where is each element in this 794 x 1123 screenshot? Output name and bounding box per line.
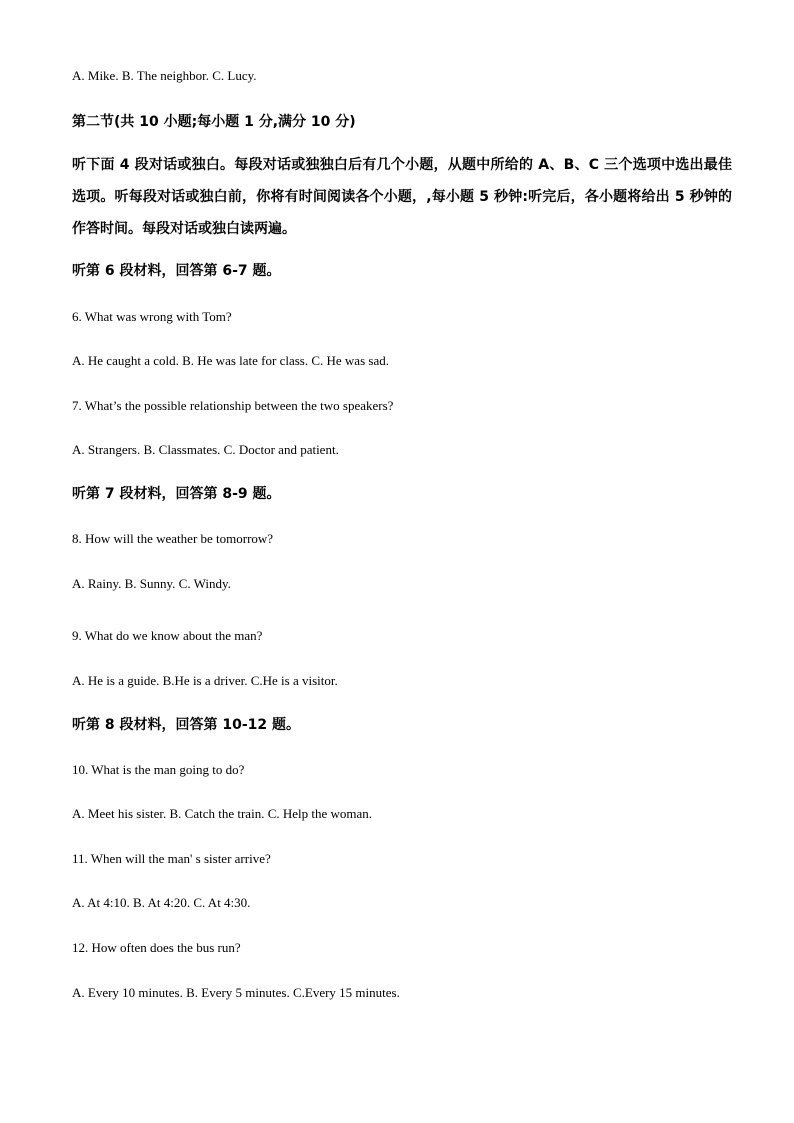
question-8: 8. How will the weather be tomorrow? <box>72 531 274 546</box>
question-10-options: A. Meet his sister. B. Catch the train. C. Help the woman. <box>72 806 373 821</box>
material-8-heading: 听第 8 段材料，回答第 10-12 题。 <box>72 717 301 733</box>
material-6-heading: 听第 6 段材料，回答第 6-7 题。 <box>72 263 281 279</box>
question-10: 10. What is the man going to do? <box>72 762 245 777</box>
question-7-options: A. Strangers. B. Classmates. C. Doctor and patient. <box>72 442 339 457</box>
question-6-options: A. He caught a cold. B. He was late for class. C. He was sad. <box>72 353 389 368</box>
question-11-options: A. At 4:10. B. At 4:20. C. At 4:30. <box>72 895 251 910</box>
question-5-options: A. Mike. B. The neighbor. C. Lucy. <box>72 68 257 83</box>
question-6: 6. What was wrong with Tom? <box>72 309 232 324</box>
question-9: 9. What do we know about the man? <box>72 628 263 643</box>
question-9-options: A. He is a guide. B.He is a driver. C.He is a visitor. <box>72 673 338 688</box>
listening-instructions: 听下面 4 段对话或独白。每段对话或独独白后有几个小题，从题中所给的 A、B、C 三个选项中选出最佳选项。听每段对话或独白前，你将有时间阅读各个小题，,每小题 5 秒钟:听完后，各小题将给出 5 秒钟的作答时间。每段对话或独白读两遍。 <box>72 157 732 237</box>
question-12-options: A. Every 10 minutes. B. Every 5 minutes. C.Every 15 minutes. <box>72 985 400 1000</box>
question-12: 12. How often does the bus run? <box>72 940 241 955</box>
question-7: 7. What’s the possible relationship between the two speakers? <box>72 398 394 413</box>
question-8-options: A. Rainy. B. Sunny. C. Windy. <box>72 576 231 591</box>
question-11: 11. When will the man' s sister arrive? <box>72 851 271 866</box>
material-7-heading: 听第 7 段材料，回答第 8-9 题。 <box>72 486 281 502</box>
section-2-heading: 第二节(共 10 小题;每小题 1 分,满分 10 分) <box>72 114 356 130</box>
